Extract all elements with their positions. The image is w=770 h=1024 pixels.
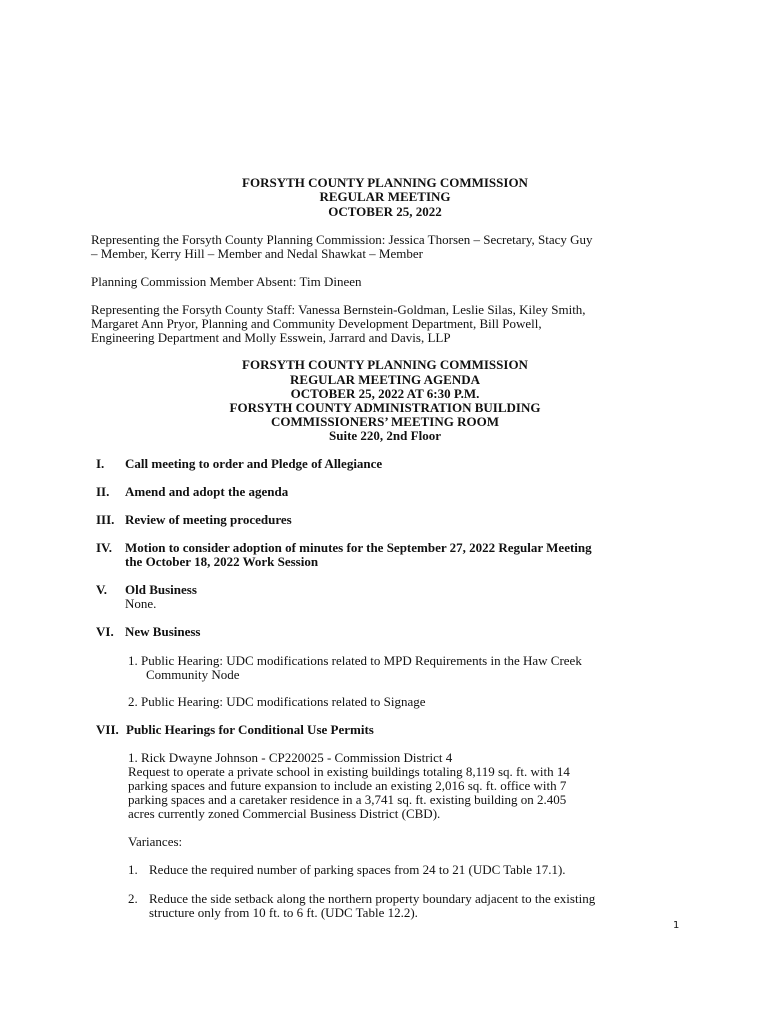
- agenda-item-minutes-line-2: the October 18, 2022 Work Session: [125, 554, 319, 569]
- page-number: 1: [673, 920, 680, 931]
- cup-item-1-description-line-1: Request to operate a private school in existing buildings totaling 8,119 sq. ft. with 14: [128, 764, 570, 779]
- agenda-item-new-business: New Business: [125, 624, 201, 639]
- agenda-item-number: V.: [96, 582, 107, 597]
- agenda-item-number: I.: [96, 456, 105, 471]
- variance-number: 1.: [128, 862, 138, 877]
- staff-attendance-line-3: Engineering Department and Molly Esswein, Jarrard and Davis, LLP: [91, 330, 451, 345]
- variance-2-line-2: structure only from 10 ft. to 6 ft. (UDC Table 12.2).: [149, 905, 418, 920]
- agenda-header-line-3: OCTOBER 25, 2022 AT 6:30 P.M.: [290, 386, 480, 401]
- agenda-item-number: II.: [96, 484, 110, 499]
- agenda-item-number: III.: [96, 512, 115, 527]
- agenda-item-number: IV.: [96, 540, 113, 555]
- cup-item-1-description-line-2: parking spaces and future expansion to include an existing 2,016 sq. ft. office with 7: [128, 778, 567, 793]
- new-business-item-1-line-1: 1. Public Hearing: UDC modifications related to MPD Requirements in the Haw Creek: [128, 653, 582, 668]
- variances-label: Variances:: [128, 834, 183, 849]
- title-line-3: OCTOBER 25, 2022: [328, 204, 442, 219]
- variance-2-line-1: Reduce the side setback along the northern property boundary adjacent to the existing: [149, 891, 596, 906]
- variance-number: 2.: [128, 891, 138, 906]
- agenda-item-old-business: Old Business: [125, 582, 197, 597]
- cup-item-1-description-line-3: parking spaces and a caretaker residence in a 3,741 sq. ft. existing building on 2.405: [128, 792, 567, 807]
- new-business-item-2: 2. Public Hearing: UDC modifications related to Signage: [128, 694, 426, 709]
- agenda-header-line-1: FORSYTH COUNTY PLANNING COMMISSION: [242, 357, 528, 372]
- agenda-header-line-4: FORSYTH COUNTY ADMINISTRATION BUILDING: [229, 400, 541, 415]
- variance-1: Reduce the required number of parking spaces from 24 to 21 (UDC Table 17.1).: [149, 862, 566, 877]
- cup-item-1-description-line-4: acres currently zoned Commercial Business District (CBD).: [128, 806, 441, 821]
- staff-attendance-line-1: Representing the Forsyth County Staff: Vanessa Bernstein-Goldman, Leslie Silas, Kiley Smith,: [91, 302, 586, 317]
- staff-attendance-line-2: Margaret Ann Pryor, Planning and Community Development Department, Bill Powell,: [91, 316, 542, 331]
- old-business-none: None.: [125, 596, 157, 611]
- agenda-item-conditional-use-permits: Public Hearings for Conditional Use Permits: [126, 722, 374, 737]
- title-line-1: FORSYTH COUNTY PLANNING COMMISSION: [242, 175, 528, 190]
- agenda-header-line-6: Suite 220, 2nd Floor: [329, 428, 441, 443]
- new-business-item-1-line-2: Community Node: [146, 667, 240, 682]
- agenda-item-number: VII.: [96, 722, 119, 737]
- agenda-item-amend-agenda: Amend and adopt the agenda: [125, 484, 289, 499]
- agenda-item-procedures: Review of meeting procedures: [125, 512, 292, 527]
- commission-attendance-line-1: Representing the Forsyth County Planning Commission: Jessica Thorsen – Secretary, Stacy Guy: [91, 232, 593, 247]
- agenda-header-line-5: COMMISSIONERS’ MEETING ROOM: [271, 414, 499, 429]
- title-line-2: REGULAR MEETING: [319, 189, 451, 204]
- commission-attendance-line-2: – Member, Kerry Hill – Member and Nedal Shawkat – Member: [91, 246, 423, 261]
- agenda-item-call-to-order: Call meeting to order and Pledge of Allegiance: [125, 456, 383, 471]
- agenda-item-number: VI.: [96, 624, 114, 639]
- cup-item-1-title: 1. Rick Dwayne Johnson - CP220025 - Commission District 4: [128, 750, 453, 765]
- absent-member-line: Planning Commission Member Absent: Tim Dineen: [91, 274, 362, 289]
- agenda-item-minutes-line-1: Motion to consider adoption of minutes for the September 27, 2022 Regular Meeting: [125, 540, 592, 555]
- agenda-header-line-2: REGULAR MEETING AGENDA: [290, 372, 480, 387]
